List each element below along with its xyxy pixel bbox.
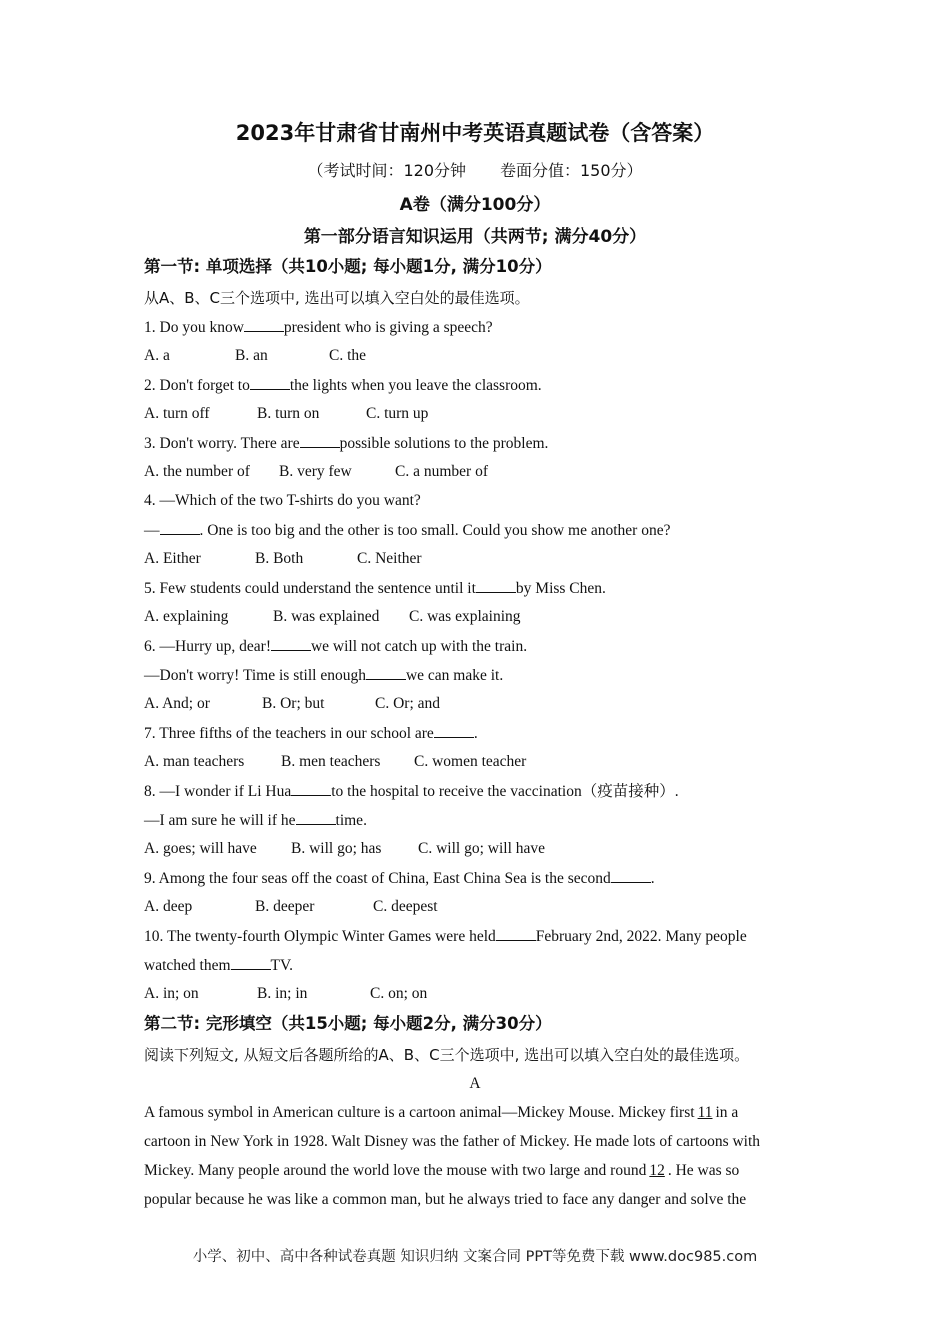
answer-blank [434,723,474,738]
answer-blank [250,375,290,390]
question-4: 4. —Which of the two T-shirts do you want? [144,492,421,509]
question-3: 3. Don't worry. There are possible solutions to the problem. [144,435,549,452]
options-3: A. the number of B. very few C. a number of [144,463,488,480]
question-6-reply: —Don't worry! Time is still enough we can make it. [144,667,504,684]
options-6: A. And; or B. Or; but C. Or; and [144,695,441,712]
paper-a-heading: A卷（满分100分） [399,195,551,215]
question-7: 7. Three fifths of the teachers in our school are . [144,725,478,742]
options-4: A. Either B. Both C. Neither [144,550,422,567]
options-7: A. man teachers B. men teachers C. women teacher [144,753,527,770]
exam-info [0,158,950,181]
answer-blank [611,868,651,883]
section1-instruction: 从A、B、C三个选项中, 选出可以填入空白处的最佳选项。 [144,289,530,307]
question-4-reply: — . One is too big and the other is too small. Could you show me another one? [144,522,671,539]
question-6: 6. —Hurry up, dear! we will not catch up with the train. [144,638,528,655]
question-1: 1. Do you know president who is giving a speech? [144,319,493,336]
answer-blank [476,578,516,593]
options-5: A. explaining B. was explained C. was explaining [144,608,521,625]
part-one-heading: 第一部分语言知识运用（共两节; 满分40分） [303,227,647,247]
blank-number: 11 [697,1104,713,1121]
answer-blank [244,317,284,332]
answer-blank [271,636,311,651]
answer-blank [231,955,271,970]
answer-blank [366,665,406,680]
passage-line-2: cartoon in New York in 1928. Walt Disney was the father of Mickey. He made lots of cartoons with [144,1133,761,1150]
section2-heading: 第二节: 完形填空（共15小题; 每小题2分, 满分30分） [144,1014,552,1033]
answer-blank [160,520,200,535]
options-2: A. turn off B. turn on C. turn up [144,405,429,422]
question-10: 10. The twenty-fourth Olympic Winter Games were held February 2nd, 2022. Many people [144,928,747,945]
question-8-reply: —I am sure he will if he time. [144,812,367,829]
passage-line-1: A famous symbol in American culture is a cartoon animal—Mickey Mouse. Mickey first 11 in a [144,1104,739,1121]
question-9: 9. Among the four seas off the coast of China, East China Sea is the second . [144,870,655,887]
options-10: A. in; on B. in; in C. on; on [144,985,428,1002]
question-10-cont: watched them TV. [144,957,294,974]
question-2: 2. Don't forget to the lights when you leave the classroom. [144,377,542,394]
passage-line-3: Mickey. Many people around the world love the mouse with two large and round 12 . He was so [144,1162,740,1179]
section2-instruction: 阅读下列短文, 从短文后各题所给的A、B、C三个选项中, 选出可以填入空白处的最佳选项。 [144,1046,750,1064]
passage-line-4: popular because he was like a common man, but he always tried to face any danger and solve the [144,1191,747,1208]
exam-title: 2023年甘肃省甘南州中考英语真题试卷（含答案） [235,121,715,145]
answer-blank [300,433,340,448]
time-info: （考试时间：120分钟 [307,161,466,180]
options-8: A. goes; will have B. will go; has C. will go; will have [144,840,546,857]
passage-label: A [469,1075,481,1092]
question-8: 8. —I wonder if Li Hua to the hospital to receive the vaccination（疫苗接种）. [144,783,679,800]
answer-blank [296,810,336,825]
blank-number: 12 [649,1162,665,1179]
footer-banner: 小学、初中、高中各种试卷真题 知识归纳 文案合同 PPT等免费下载 www.doc985.com [192,1249,758,1265]
options-9: A. deep B. deeper C. deepest [144,898,438,915]
options-1: A. a B. an C. the [144,347,367,364]
question-5: 5. Few students could understand the sentence until it by Miss Chen. [144,580,606,597]
answer-blank [291,781,331,796]
section1-heading: 第一节: 单项选择（共10小题; 每小题1分, 满分10分） [144,257,552,276]
score-info: 卷面分值：150分） [500,161,643,180]
answer-blank [496,926,536,941]
